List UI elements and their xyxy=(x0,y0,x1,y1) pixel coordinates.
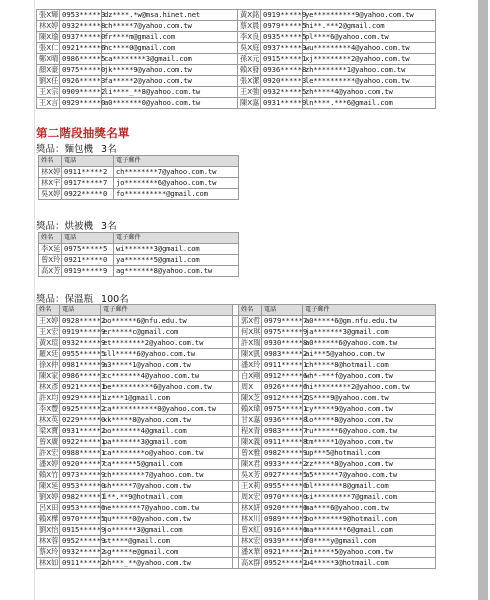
winner-email: ma****6@yahoo.com.tw xyxy=(303,503,436,514)
winner-name: 何X琪 xyxy=(239,327,262,338)
winner-email: lo*****8@yahoo.com.tw xyxy=(303,415,436,426)
quilt-dryer-table-wrap xyxy=(38,232,238,277)
winner-email: hi**.***2@gmail.com xyxy=(303,21,436,32)
header-phone: 電話 xyxy=(62,233,114,244)
table-row xyxy=(39,266,239,277)
table-row xyxy=(37,415,436,426)
winner-email: jo********6@yahoo.com.tw xyxy=(114,178,239,189)
winner-email: a0*****6@gm.nfu.edu.tw xyxy=(303,316,436,327)
winner-email: et********2@yahoo.com.tw xyxy=(101,338,233,349)
winner-name: 蔡X玲 xyxy=(37,547,60,558)
winner-name: 王X婷 xyxy=(37,316,60,327)
table-row xyxy=(37,404,436,415)
table-row xyxy=(37,459,436,470)
winner-name: 王X宏 xyxy=(37,327,60,338)
winner-email: ch********7@yahoo.com.tw xyxy=(101,470,233,481)
winner-phone: 0919*****9 xyxy=(60,327,101,338)
winner-email: ye**********9@yahoo.com.tw xyxy=(303,10,436,21)
winner-email: QS****9@yahoo.com.tw xyxy=(303,393,436,404)
winner-phone: 0975*****9 xyxy=(262,327,303,338)
winner-name: 許X均 xyxy=(37,393,60,404)
winner-email: l**.**9@hotmail.com xyxy=(101,492,233,503)
winner-phone: 0920*****3 xyxy=(261,76,303,87)
winner-phone: 0939*****0 xyxy=(262,536,303,547)
winner-email: ru******6@yahoo.com.tw xyxy=(303,426,436,437)
winner-phone: 0921*****2 xyxy=(262,547,303,558)
winner-phone: 0929*****1 xyxy=(60,393,101,404)
winner-email: wh*-***f@yahoo.com.tw xyxy=(303,371,436,382)
winner-email: si*********7@gmail.com xyxy=(303,492,436,503)
winner-name: 甘X嘉 xyxy=(239,415,262,426)
winner-email: bo*******4@gmail.com xyxy=(101,426,233,437)
winner-name: 許X宏 xyxy=(37,448,60,459)
header-name: 姓名 xyxy=(239,305,262,316)
winner-name: 白X剛 xyxy=(239,371,262,382)
winner-phone: 0973*****9 xyxy=(60,470,101,481)
winner-name: 劉X婷 xyxy=(37,492,60,503)
winner-email: ai***5@yahoo.com.tw xyxy=(303,349,436,360)
winner-name: 林X宇 xyxy=(39,178,62,189)
prize-quantity: 3名 xyxy=(101,221,117,232)
winner-name: 賴X發 xyxy=(238,65,261,76)
winner-name: 陳X凱 xyxy=(239,349,262,360)
prize-label: 獎品： xyxy=(36,144,65,155)
winner-name: 李X豐 xyxy=(37,404,60,415)
winner-name: 吳X芳 xyxy=(239,470,262,481)
winner-name: 陳X家 xyxy=(37,371,60,382)
winner-phone: 0915*****9 xyxy=(60,525,101,536)
winner-email: ca********o@yahoo.com.tw xyxy=(101,448,233,459)
winner-name: 陳X嘉 xyxy=(238,98,261,109)
winner-email: be**********6@yahoo.com.tw xyxy=(101,382,233,393)
winner-phone: 0932*****2 xyxy=(60,547,101,558)
winner-name: 張X仁 xyxy=(37,43,60,54)
table-row xyxy=(37,360,436,371)
winner-phone: 0981*****9 xyxy=(60,360,101,371)
winner-phone: 0919*****9 xyxy=(261,10,303,21)
table-row xyxy=(37,327,436,338)
winner-name: 張X輝 xyxy=(37,10,60,21)
winner-name: 高X芳 xyxy=(39,266,62,277)
header-name: 姓名 xyxy=(37,305,60,316)
header-phone: 電話 xyxy=(262,305,303,316)
winner-name: 賴X樺 xyxy=(37,514,60,525)
winner-name: 劉X怡 xyxy=(37,525,60,536)
winner-email: ag*******8@yahoo.com.tw xyxy=(114,266,239,277)
winner-email: sll*****6@yahoo.com.tw xyxy=(101,349,233,360)
winner-email: hi*********2@yahoo.com.tw xyxy=(303,382,436,393)
winner-phone: 0926*****3 xyxy=(60,76,102,87)
winner-name: 陳X芝 xyxy=(239,393,262,404)
winner-name: 曾X廣 xyxy=(37,437,60,448)
winner-name: 林X蓉 xyxy=(37,536,60,547)
winner-name: 陳X瑜 xyxy=(37,32,60,43)
winner-email: ca********3@gmail.com xyxy=(102,54,238,65)
winner-email: oh***_**@yahoo.com.tw xyxy=(101,558,233,569)
winner-name: 吳X庭 xyxy=(238,43,261,54)
winner-phone: 0955*****6 xyxy=(262,481,303,492)
table-row xyxy=(37,382,436,393)
table-row xyxy=(37,10,436,21)
header-email: 電子郵件 xyxy=(114,233,239,244)
winner-phone: 0911*****2 xyxy=(60,558,101,569)
table-row xyxy=(37,98,436,109)
winner-phone: 0919*****9 xyxy=(62,266,114,277)
page-left-border xyxy=(34,0,35,600)
winner-email: a0******6@yahoo.com.tw xyxy=(303,338,436,349)
winner-email: sh*****7@yahoo.com.tw xyxy=(101,481,233,492)
table-row xyxy=(39,189,239,200)
winner-name: 林X川 xyxy=(239,514,262,525)
winner-phone: 0920*****7 xyxy=(60,459,101,470)
header-phone: 電話 xyxy=(60,305,101,316)
winner-name: 陳X君 xyxy=(239,459,262,470)
bread-machine-table xyxy=(38,155,239,200)
winner-name: 黃X瑄 xyxy=(37,338,60,349)
winner-name: 李X延 xyxy=(39,244,62,255)
winner-name: 呂X田 xyxy=(37,503,60,514)
winner-phone: 0917*****7 xyxy=(62,178,114,189)
prize-label: 獎品： xyxy=(36,294,65,305)
winner-name: 鄭X晴 xyxy=(37,54,60,65)
winner-name: 林X婷 xyxy=(39,167,62,178)
winner-name: 曾X紅 xyxy=(239,525,262,536)
winner-name: 王X強 xyxy=(238,87,261,98)
winner-email: ca***********0@yahoo.com.tw xyxy=(101,404,233,415)
winner-phone: 0912*****6 xyxy=(262,371,303,382)
table-row xyxy=(37,492,436,503)
winner-name: 林X宏 xyxy=(239,536,262,547)
winner-email: ja*******3@gmail.com xyxy=(303,327,436,338)
winner-name: 林X妍 xyxy=(239,503,262,514)
winner-email: bl*******8@gmail.com xyxy=(303,481,436,492)
header-name: 姓名 xyxy=(39,156,62,167)
winner-email: ch*****8@hotmail.com xyxy=(303,360,436,371)
winner-name: 潘X玲 xyxy=(239,360,262,371)
table-row xyxy=(39,244,239,255)
winner-phone: 0927*****5 xyxy=(262,470,303,481)
winner-email: ch*****7@yahoo.com.tw xyxy=(102,21,238,32)
table-row xyxy=(39,178,239,189)
winner-email: fr****m@gmail.com xyxy=(102,32,238,43)
winner-phone: 0931*****9 xyxy=(261,98,303,109)
winner-name: 賴X瑋 xyxy=(239,404,262,415)
winner-email: qu*****0@yahoo.com.tw xyxy=(101,514,233,525)
winner-email: zz*****8@yahoo.com.tw xyxy=(303,459,436,470)
table-row xyxy=(37,76,436,87)
table-row xyxy=(39,167,239,178)
top-winners-grid xyxy=(36,9,436,109)
winner-phone: 0926*****6 xyxy=(262,382,303,393)
winner-phone: 0953*****6 xyxy=(60,503,101,514)
winner-email: u4*****3@hotmail.com xyxy=(303,558,436,569)
winner-phone: 0932*****8 xyxy=(60,21,102,32)
winner-phone: 0975*****1 xyxy=(262,404,303,415)
winner-email: st****@gmail.com xyxy=(101,536,233,547)
winner-email: sg*****e@gmail.com xyxy=(101,547,233,558)
winner-phone: 0932*****5 xyxy=(261,87,303,98)
winner-name: 曾X玲 xyxy=(39,255,62,266)
winner-email: hc****0@gmail.com xyxy=(102,43,238,54)
winner-phone: 0922*****1 xyxy=(60,437,101,448)
table-row xyxy=(37,43,436,54)
winner-name: 劉X任 xyxy=(37,76,60,87)
winner-email: wu*********4@yahoo.com.tw xyxy=(303,43,436,54)
winner-name: 曾X雅 xyxy=(239,448,262,459)
page-right-scrollbar[interactable] xyxy=(478,0,488,600)
winner-phone: 0979*****5 xyxy=(261,21,303,32)
winner-email: tm*****1@yahoo.com.tw xyxy=(303,437,436,448)
winner-phone: 0930*****8 xyxy=(262,338,303,349)
winner-name: 陳X延 xyxy=(37,481,60,492)
table-row xyxy=(37,87,436,98)
winner-phone: 0955*****5 xyxy=(60,349,101,360)
winner-name: 林X彥 xyxy=(37,382,60,393)
winner-email: ln****.***6@gmail.com xyxy=(303,98,436,109)
winner-phone: 0911*****1 xyxy=(262,360,303,371)
winner-phone: 0937*****0 xyxy=(60,32,102,43)
winner-name: 潘X婷 xyxy=(37,459,60,470)
winner-name: 林X如 xyxy=(37,558,60,569)
winner-name: 梁X寶 xyxy=(37,426,60,437)
table-row xyxy=(37,426,436,437)
table-row xyxy=(37,393,436,404)
winner-email: zh*****4@yahoo.com.tw xyxy=(303,87,436,98)
winner-name: 羅X廷 xyxy=(37,349,60,360)
header-email: 電子郵件 xyxy=(101,305,233,316)
winner-email: xk*****8@yahoo.com.tw xyxy=(101,415,233,426)
winner-name: 賴X竹 xyxy=(37,470,60,481)
winner-email: ya*******5@gmail.com xyxy=(114,255,239,266)
prize-name: 保溫瓶 xyxy=(64,294,94,305)
winner-email: ca******5@gmail.com xyxy=(101,459,233,470)
winner-email: dz****.*w@msa.hinet.net xyxy=(102,10,238,21)
header-email: 電子郵件 xyxy=(114,156,239,167)
winner-phone: 0986*****5 xyxy=(60,54,102,65)
winner-email: li****_**8@yahoo.com.tw xyxy=(102,87,238,98)
winner-name: 徐X仲 xyxy=(37,360,60,371)
winner-name: 張X潔 xyxy=(238,76,261,87)
winner-name: 高X群 xyxy=(239,558,262,569)
table-row xyxy=(37,448,436,459)
winner-name: 李X良 xyxy=(238,32,261,43)
table-row xyxy=(37,371,436,382)
winner-email: cy*****9@yahoo.com.tw xyxy=(303,404,436,415)
table-row xyxy=(37,437,436,448)
winner-name: 程X青 xyxy=(239,426,262,437)
winner-phone: 0953*****0 xyxy=(60,481,101,492)
bread-machine-table-wrap xyxy=(38,155,238,200)
winner-email: er*****c@gmail.com xyxy=(101,327,233,338)
winner-name: 蔡X晨 xyxy=(238,21,261,32)
table-row xyxy=(37,481,436,492)
winner-phone: 0933*****2 xyxy=(262,459,303,470)
winner-name: 林X英 xyxy=(37,415,60,426)
winner-name: 王X言 xyxy=(37,98,60,109)
winner-phone: 0970*****5 xyxy=(60,514,101,525)
winner-name: 周X xyxy=(239,382,262,393)
table-row xyxy=(37,65,436,76)
winner-name: 顏X豪 xyxy=(37,65,60,76)
prize-quantity: 100名 xyxy=(101,294,129,305)
table-row xyxy=(37,21,436,32)
winner-phone: 0922*****0 xyxy=(62,189,114,200)
winner-email: iz***1@gmail.com xyxy=(101,393,233,404)
winner-name: 許X瑞 xyxy=(239,338,262,349)
table-row xyxy=(37,470,436,481)
winner-phone: 0921*****1 xyxy=(60,382,101,393)
table-row xyxy=(37,54,436,65)
winner-phone: 0937*****3 xyxy=(261,43,303,54)
header-email: 電子郵件 xyxy=(303,305,436,316)
winner-phone: 0911*****2 xyxy=(62,167,114,178)
prize-quantity: 3名 xyxy=(101,144,117,155)
thermos-table xyxy=(36,304,436,569)
table-row xyxy=(37,349,436,360)
winner-name: 王X莉 xyxy=(239,481,262,492)
winner-phone: 0953*****3 xyxy=(60,10,102,21)
table-row xyxy=(37,338,436,349)
table-row xyxy=(37,514,436,525)
table-row xyxy=(37,316,436,327)
winner-phone: 0952*****9 xyxy=(60,536,101,547)
winner-phone: 0929*****0 xyxy=(60,98,102,109)
winner-email: fa*****2@yahoo.com.tw xyxy=(102,76,238,87)
winner-phone: 0983*****2 xyxy=(262,349,303,360)
winner-phone: 0986*****3 xyxy=(60,371,101,382)
winner-phone: 0921*****6 xyxy=(60,43,102,54)
winner-phone: 0970*****0 xyxy=(262,492,303,503)
winner-phone: 0911*****8 xyxy=(262,437,303,448)
winner-email: up***5@hotmail.com xyxy=(303,448,436,459)
winner-phone: 0229*****0 xyxy=(60,415,101,426)
winner-phone: 0916*****6 xyxy=(262,525,303,536)
winner-phone: 0983*****7 xyxy=(262,426,303,437)
winner-phone: 0920*****6 xyxy=(262,503,303,514)
winner-phone: 0936*****8 xyxy=(261,65,303,76)
winner-phone: 0936*****8 xyxy=(262,415,303,426)
winner-email: ch********7@yahoo.com.tw xyxy=(114,167,239,178)
table-row xyxy=(37,503,436,514)
winner-name: 林X婷 xyxy=(37,21,60,32)
winners-continuation-table xyxy=(36,9,435,109)
winner-name: 王X宗 xyxy=(37,87,60,98)
table-row xyxy=(37,32,436,43)
winner-email: ne*******7@yahoo.com.tw xyxy=(101,503,233,514)
winner-phone: 0925*****2 xyxy=(60,404,101,415)
winner-email: a5******7@yahoo.com.tw xyxy=(303,470,436,481)
table-row xyxy=(39,255,239,266)
winner-email: zh********1@yahoo.com.tw xyxy=(303,65,436,76)
winner-phone: 0982*****9 xyxy=(262,448,303,459)
winner-name: 潘X華 xyxy=(239,547,262,558)
winner-phone: 0921*****0 xyxy=(62,255,114,266)
winner-email: bo*******9@hotmail.com xyxy=(303,514,436,525)
winner-email: wi*******3@gmail.com xyxy=(114,244,239,255)
header-phone: 電話 xyxy=(62,156,114,167)
winner-email: ma********6@gmail.com xyxy=(303,525,436,536)
prize-label: 獎品： xyxy=(36,221,65,232)
winner-name: 黃X銘 xyxy=(238,10,261,21)
winner-phone: 0979*****7 xyxy=(262,316,303,327)
winner-phone: 0982*****1 xyxy=(60,492,101,503)
winner-phone: 0931*****2 xyxy=(60,426,101,437)
winner-email: f0****y@gmail.com xyxy=(303,536,436,547)
winner-phone: 0912*****2 xyxy=(262,393,303,404)
winner-email: bo******6@nfu.edu.tw xyxy=(101,316,233,327)
winner-phone: 0932*****9 xyxy=(60,338,101,349)
winner-phone: 0988*****1 xyxy=(60,448,101,459)
winner-email: fo**********@gmail.com xyxy=(114,189,239,200)
winner-email: cc*******4@yahoo.com.tw xyxy=(101,371,233,382)
prize-name: 麵包機 xyxy=(64,144,94,155)
table-row xyxy=(37,547,436,558)
table-header-row xyxy=(39,156,239,167)
winner-email: pa*******3@gmail.com xyxy=(101,437,233,448)
winner-email: xj*********2@yahoo.com.tw xyxy=(303,54,436,65)
winner-name: 吳X婷 xyxy=(39,189,62,200)
winner-phone: 0952*****2 xyxy=(262,558,303,569)
winner-email: a0*******0@yahoo.com.tw xyxy=(102,98,238,109)
table-header-row xyxy=(39,233,239,244)
winner-name: 孫X元 xyxy=(238,54,261,65)
thermos-table-wrap xyxy=(36,304,435,569)
stage-two-title: 第二階段抽獎名單 xyxy=(36,126,130,140)
prize-heading-bread-machine xyxy=(36,141,117,155)
winner-phone: 0928*****2 xyxy=(60,316,101,327)
winner-phone: 0909*****2 xyxy=(60,87,102,98)
winner-email: a3*****1@yahoo.com.tw xyxy=(101,360,233,371)
winner-name: 陳X義 xyxy=(239,437,262,448)
winner-phone: 0915*****1 xyxy=(261,54,303,65)
winner-name: 郭X哲 xyxy=(239,316,262,327)
table-header-row xyxy=(37,305,436,316)
quilt-dryer-table xyxy=(38,232,239,277)
prize-heading-quilt-dryer xyxy=(36,218,117,232)
winner-phone: 0975*****5 xyxy=(62,244,114,255)
table-row xyxy=(37,536,436,547)
winner-email: mi*****5@yahoo.com.tw xyxy=(303,547,436,558)
header-name: 姓名 xyxy=(39,233,62,244)
winner-phone: 0935*****5 xyxy=(261,32,303,43)
winner-email: le**********@yahoo.com.tw xyxy=(303,76,436,87)
winner-email: pl****6@yahoo.com.tw xyxy=(303,32,436,43)
table-row xyxy=(37,525,436,536)
winner-phone: 0975*****0 xyxy=(60,65,102,76)
winner-email: jo******3@gmail.com xyxy=(101,525,233,536)
prize-name: 烘被機 xyxy=(64,221,94,232)
prize-heading-thermos xyxy=(36,291,129,305)
winner-phone: 0989*****9 xyxy=(262,514,303,525)
winner-email: jk*****9@yahoo.com.tw xyxy=(102,65,238,76)
winner-name: 周X宏 xyxy=(239,492,262,503)
table-row xyxy=(37,558,436,569)
